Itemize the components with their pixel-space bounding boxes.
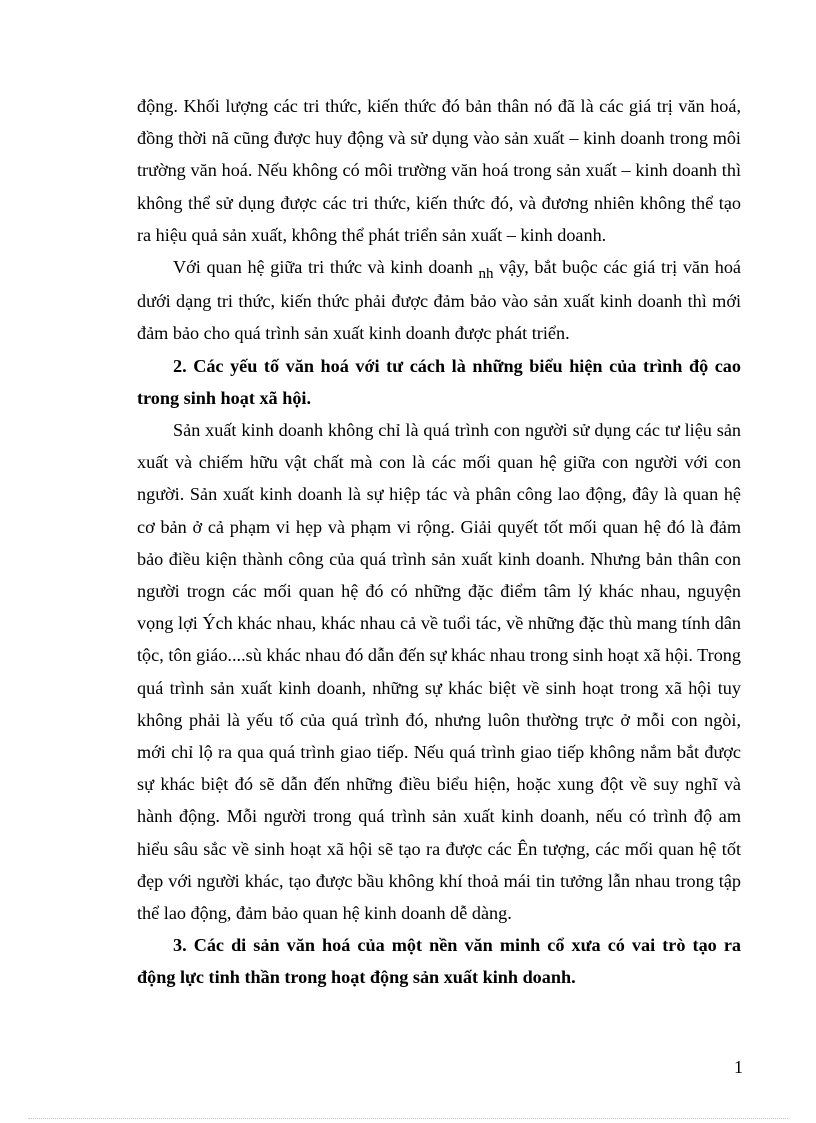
- page-bottom-divider: [28, 1118, 788, 1119]
- paragraph-knowledge-business: [137, 251, 741, 350]
- section-heading-2: 2. Các yếu tố văn hoá với tư cách là những biểu hiện của trình độ cao trong sinh hoạt xã hội.: [137, 355, 741, 408]
- paragraph-social-life: Sản xuất kinh doanh không chỉ là quá trình con người sử dụng các tư liệu sản xuất và chiếm hữu vật chất mà con là các mối quan hệ giữa con người với con người. Sản xuất kinh doanh là sự hiệp tác và phân công lao động, đây là quan hệ cơ bản ở cả phạm vi hẹp và phạm vi rộng. Giải quyết tốt mối quan hệ đó là đảm bảo điều kiện thành công của quá trình sản xuất kinh doanh. Nhưng bản thân con người trogn các mối quan hệ đó có những đặc điểm tâm lý khác nhau, nguyện vọng lợi Ých khác nhau, khác nhau cả về tuổi tác, về những đặc thù mang tính dân tộc, tôn giáo....sù khác nhau đó dẫn đến sự khác nhau trong sinh hoạt xã hội. Trong quá trình sản xuất kinh doanh, những sự khác biệt về sinh hoạt trong xã hội tuy không phải là yếu tố của quá trình đó, nhưng luôn thường trực ở mỗi con ngòi, mới chỉ lộ ra qua quá trình giao tiếp. Nếu quá trình giao tiếp không nắm bắt được sự khác biệt đó sẽ dẫn đến những điều biểu hiện, hoặc xung đột về suy nghĩ và hành động. Mỗi người trong quá trình sản xuất kinh doanh, nếu có trình độ am hiểu sâu sắc về sinh hoạt xã hội sẽ tạo ra được các Ên tượng, các mối quan hệ tốt đẹp với người khác, tạo được bầu không khí thoả mái tin tưởng lẫn nhau trong tập thể lao động, đảm bảo quan hệ kinh doanh dễ dàng.: [137, 420, 741, 924]
- subscript-fragment: nh: [478, 266, 494, 283]
- paragraph-continuation: động. Khối lượng các tri thức, kiến thức đó bản thân nó đã là các giá trị văn hoá, đồng thời nã cũng được huy động và sử dụng vào sản xuất – kinh doanh trong môi trường văn hoá. Nếu không có môi trường văn hoá trong sản xuất – kinh doanh thì không thể sử dụng được các tri thức, kiến thức đó, và đương nhiên không thể tạo ra hiệu quả sản xuất, không thể phát triển sản xuất – kinh doanh.: [137, 96, 741, 245]
- paragraph-prefix: Với quan hệ giữa tri thức và kinh doanh: [173, 257, 473, 278]
- section-heading-3: 3. Các di sản văn hoá của một nền văn minh cổ xưa có vai trò tạo ra động lực tinh thần trong hoạt động sản xuất kinh doanh.: [137, 935, 741, 988]
- body-text: [137, 90, 741, 994]
- page-number: 1: [734, 1057, 743, 1077]
- paragraph-rest: vậy, bắt buộc các giá trị văn hoá dưới dạng tri thức, kiến thức phải được đảm bảo vào sản xuất kinh doanh thì mới đảm bảo cho quá trình sản xuất kinh doanh được phát triển.: [137, 257, 742, 344]
